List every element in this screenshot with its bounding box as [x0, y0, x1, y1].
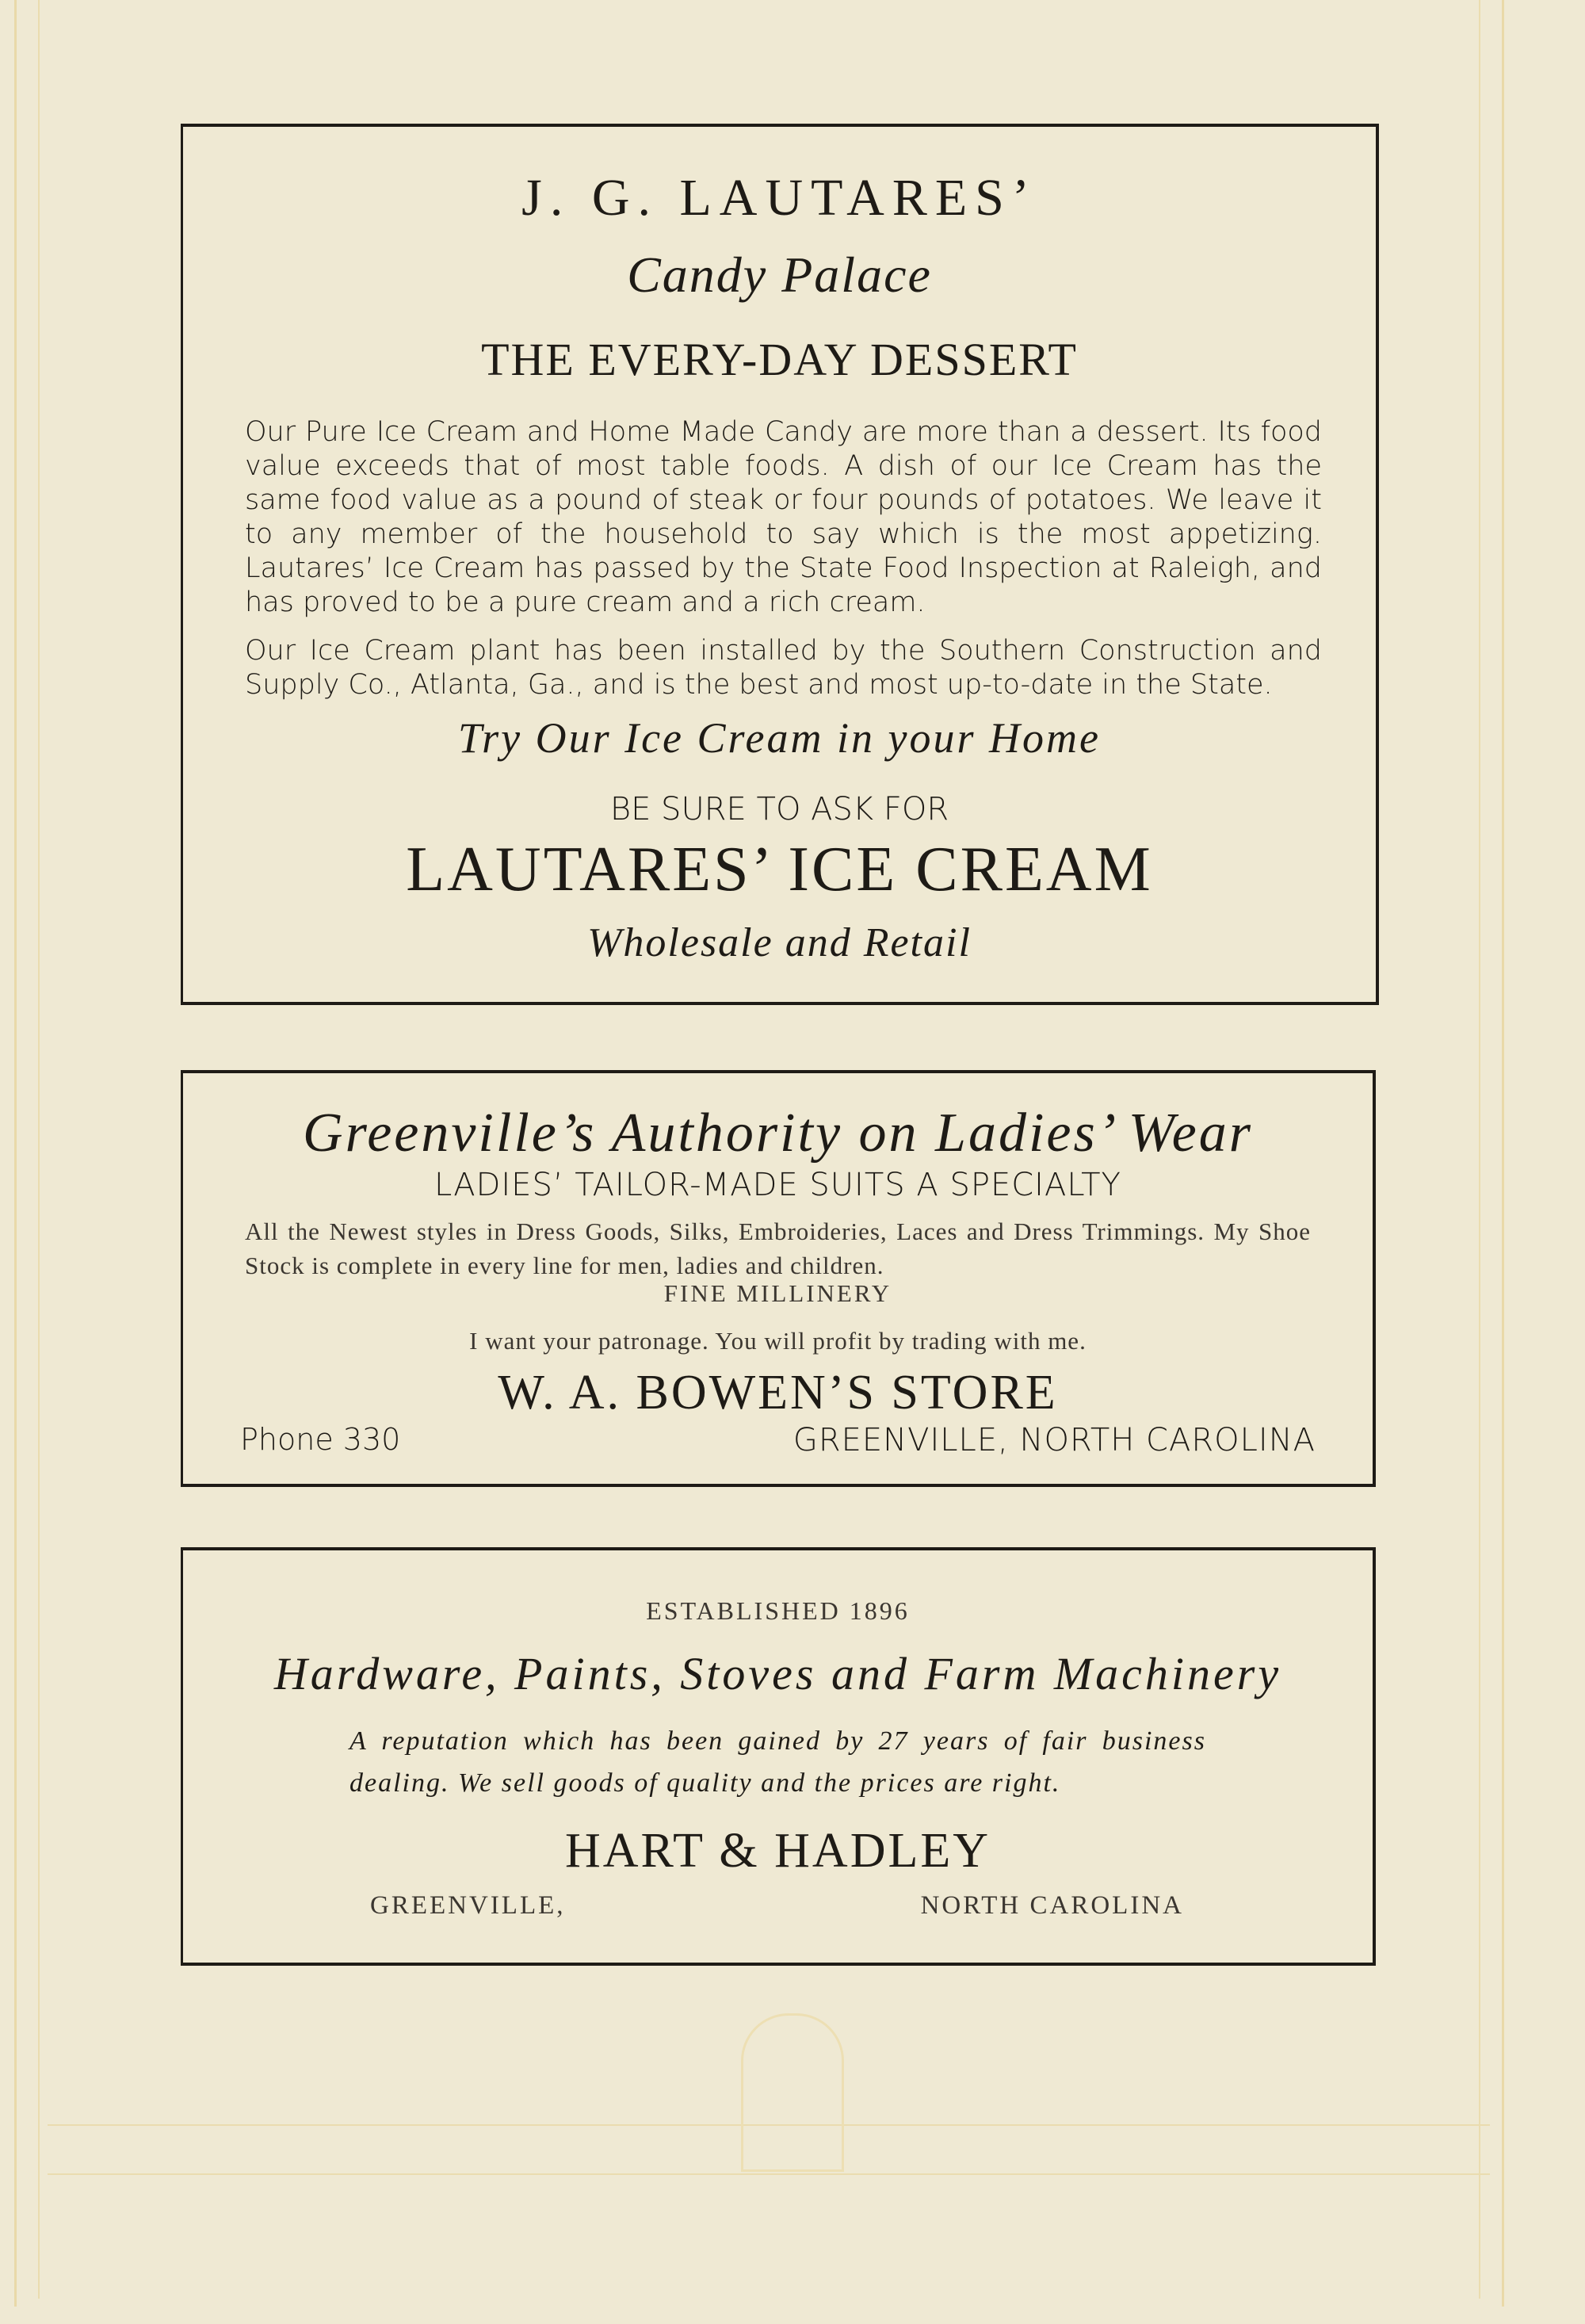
ad-ask-line: BE SURE TO ASK FOR [609, 791, 949, 828]
ad-paragraph: A reputation which has been gained by 27 years of fair business dealing. We sell goods of quality and the prices are right. [349, 1726, 1206, 1798]
ad-bowens-store [181, 1070, 1376, 1487]
ad-patronage-line: I want your patronage. You will profit by trading with me. [469, 1327, 1087, 1355]
ad-paragraph: All the Newest styles in Dress Goods, Silks, Embroideries, Laces and Dress Trimmings. My Shoe Stock is complete in every line for men, ladies and children. [245, 1217, 1311, 1279]
ad-paragraph: Our Ice Cream plant has been installed by the Southern Construction and Supply Co., Atlanta, Ga., and is the best and most up-to-date in the State. [245, 635, 1322, 701]
ad-lautares-candy-palace [181, 124, 1379, 1005]
ad-paragraph: Our Pure Ice Cream and Home Made Candy are more than a dessert. Its food value exceeds that of most table foods. A dish of our Ice Cream has the same food value as a pound of steak or four pounds of potatoes. We leave it to any member of the household to say which is the most appetizing. Lautares’ Ice Cream has passed by the State Food Inspection at Raleigh, and has proved to be a pure cream and a rich cream. [245, 416, 1322, 618]
ad-title: Greenville’s Authority on Ladies’ Wear [303, 1103, 1253, 1164]
ad-title: J. G. LAUTARES’ [521, 169, 1037, 227]
ad-business-name: HART & HADLEY [565, 1824, 991, 1878]
ad-store-name: W. A. BOWEN’S STORE [498, 1366, 1058, 1420]
ad-state: NORTH CAROLINA [920, 1891, 1184, 1920]
ad-heading: THE EVERY-DAY DESSERT [481, 334, 1078, 385]
decorative-arch-ornament [741, 2013, 844, 2172]
ad-subtitle: LADIES’ TAILOR-MADE SUITS A SPECIALTY [434, 1167, 1121, 1203]
ad-hart-hadley [181, 1547, 1376, 1966]
ad-title: Hardware, Paints, Stoves and Farm Machinery [273, 1648, 1282, 1699]
ad-phone: Phone 330 [240, 1422, 401, 1457]
ad-millinery-line: FINE MILLINERY [663, 1279, 892, 1307]
ad-city: GREENVILLE, [370, 1891, 566, 1920]
ad-established-line: ESTABLISHED 1896 [646, 1596, 910, 1625]
ad-location: GREENVILLE, NORTH CAROLINA [792, 1422, 1316, 1458]
ad-wholesale-line: Wholesale and Retail [587, 920, 972, 965]
ad-brand-name: LAUTARES’ ICE CREAM [406, 835, 1153, 904]
ad-subtitle: Candy Palace [627, 247, 932, 303]
ad-slogan: Try Our Ice Cream in your Home [458, 714, 1101, 762]
